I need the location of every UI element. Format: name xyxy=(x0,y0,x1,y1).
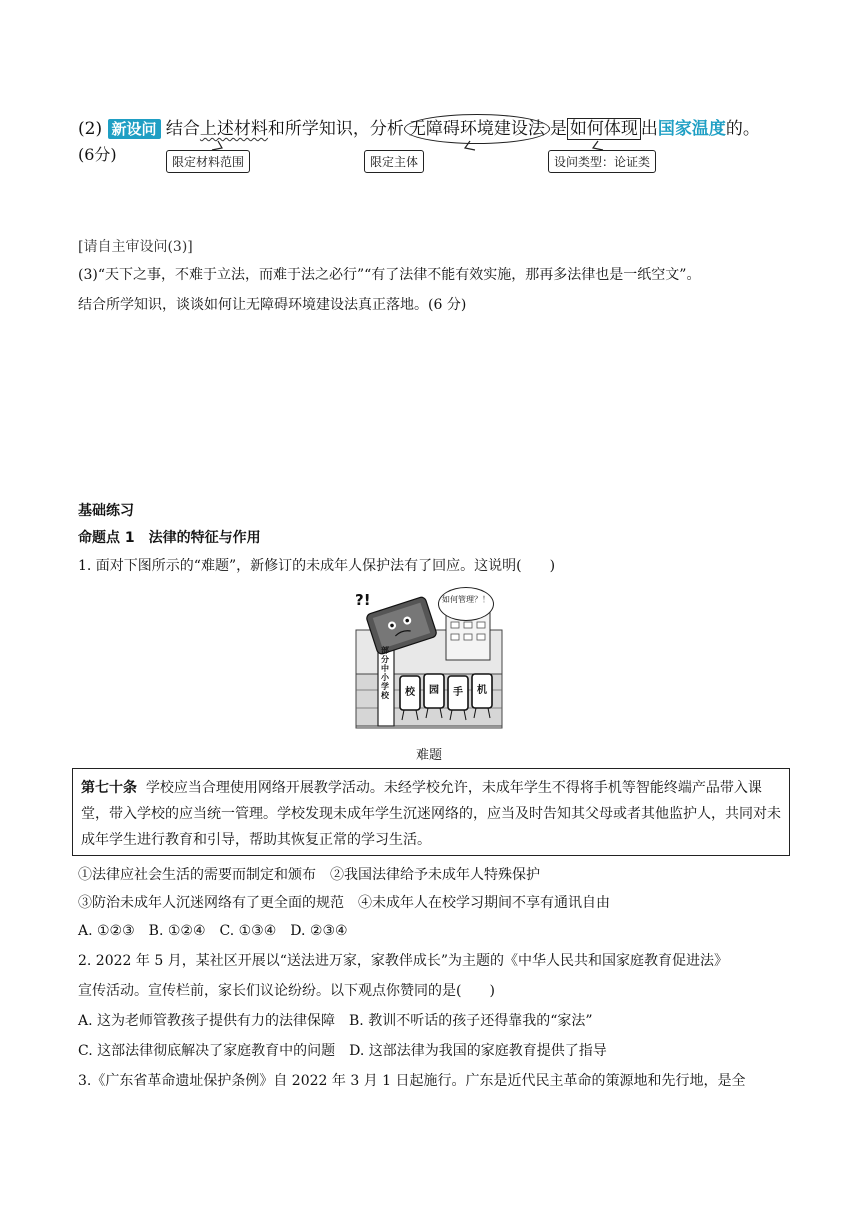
note-material-scope: 限定材料范围 xyxy=(166,150,250,173)
q2-subject-oval: 无障碍环境建设法 xyxy=(404,114,550,144)
question-2-number: (2) xyxy=(78,119,103,139)
article-text: 学校应当合理使用网络开展教学活动。未经学校允许，未成年学生不得将手机等智能终端产品带入课堂，带入学校的应当统一管理。学校发现未成年学生沉迷网络的，应当及时告知其父母或者其他监护人，共同对未成年学生进行教育和引导，帮助其恢复正常的学习生活。 xyxy=(81,780,781,848)
q2b-options-cd: C. 这部法律彻底解决了家庭教育中的问题 D. 这部法律为我国的家庭教育提供了指导 xyxy=(78,1043,607,1059)
note-question-type: 设问类型：论证类 xyxy=(548,150,656,173)
q2-keyword: 国家温度 xyxy=(657,119,726,139)
q3-header: [请自主审设问(3)] xyxy=(78,239,193,255)
section-title: 基础练习 xyxy=(78,503,134,519)
cartoon-card-1: 校 xyxy=(405,687,415,698)
q2-text-3: 和所学知识，分析 xyxy=(267,119,404,139)
q2b-line-2: 宣传活动。宣传栏前，家长们议论纷纷。以下观点你赞同的是( ) xyxy=(78,983,495,999)
q2b-options-ab: A. 这为老师管教孩子提供有力的法律保障 B. 教训不听话的孩子还得靠我的“家法” xyxy=(78,1013,593,1029)
cartoon-speech-bubble: 如何管理？！ xyxy=(438,587,494,621)
q2-text-9: 的。 xyxy=(725,119,760,139)
q1-options-line-2: ③防治未成年人沉迷网络有了更全面的规范 ④未成年人在校学习期间不享有通讯自由 xyxy=(78,895,610,911)
q3-line-2: 结合所学知识，谈谈如何让无障碍环境建设法真正落地。(6 分) xyxy=(78,297,467,313)
cartoon-card-3: 手 xyxy=(453,687,463,698)
q2b-line-1: 2. 2022 年 5 月，某社区开展以“送法进万家，家教伴成长”为主题的《中华人民共和国家庭教育促进法》 xyxy=(78,953,729,969)
article-title: 第七十条 xyxy=(81,780,137,796)
q2-text-1: 结合 xyxy=(165,119,200,139)
q1-stem: 1. 面对下图所示的“难题”，新修订的未成年人保护法有了回应。这说明( ) xyxy=(78,558,556,574)
note-subject: 限定主体 xyxy=(364,150,424,173)
cartoon-card-4: 机 xyxy=(477,685,487,696)
q2-score: (6分) xyxy=(78,145,117,164)
note-connectors xyxy=(0,0,860,200)
new-question-tag: 新设问 xyxy=(108,119,161,139)
q2-how-boxed: 如何体现 xyxy=(567,118,641,140)
cartoon-exclaim: ?! xyxy=(355,591,371,609)
cartoon-card-2: 园 xyxy=(429,685,439,696)
q2-text-7: 出 xyxy=(640,119,658,139)
q2-text-5: 是 xyxy=(549,119,567,139)
q1-options-line-1: ①法律应社会生活的需要而制定和颁布 ②我国法律给予未成年人特殊保护 xyxy=(78,867,540,883)
cartoon-caption: 难题 xyxy=(416,748,443,763)
article-box xyxy=(72,768,790,856)
q3b-line-1: 3.《广东省革命遗址保护条例》自 2022 年 3 月 1 日起施行。广东是近代民主革命的策源地和先行地，是全 xyxy=(78,1073,746,1089)
cartoon-school-sign: 部分中小学校 xyxy=(381,645,389,700)
q3-line-1: (3)“天下之事，不难于立法，而难于法之必行”“有了法律不能有效实施，那再多法律也是一纸空文”。 xyxy=(78,267,701,283)
q2-material-scope: 上述材料 xyxy=(199,119,268,139)
q1-choices: A. ①②③ B. ①②④ C. ①③④ D. ②③④ xyxy=(78,923,348,939)
topic-point-1: 命题点 1 法律的特征与作用 xyxy=(78,530,261,546)
